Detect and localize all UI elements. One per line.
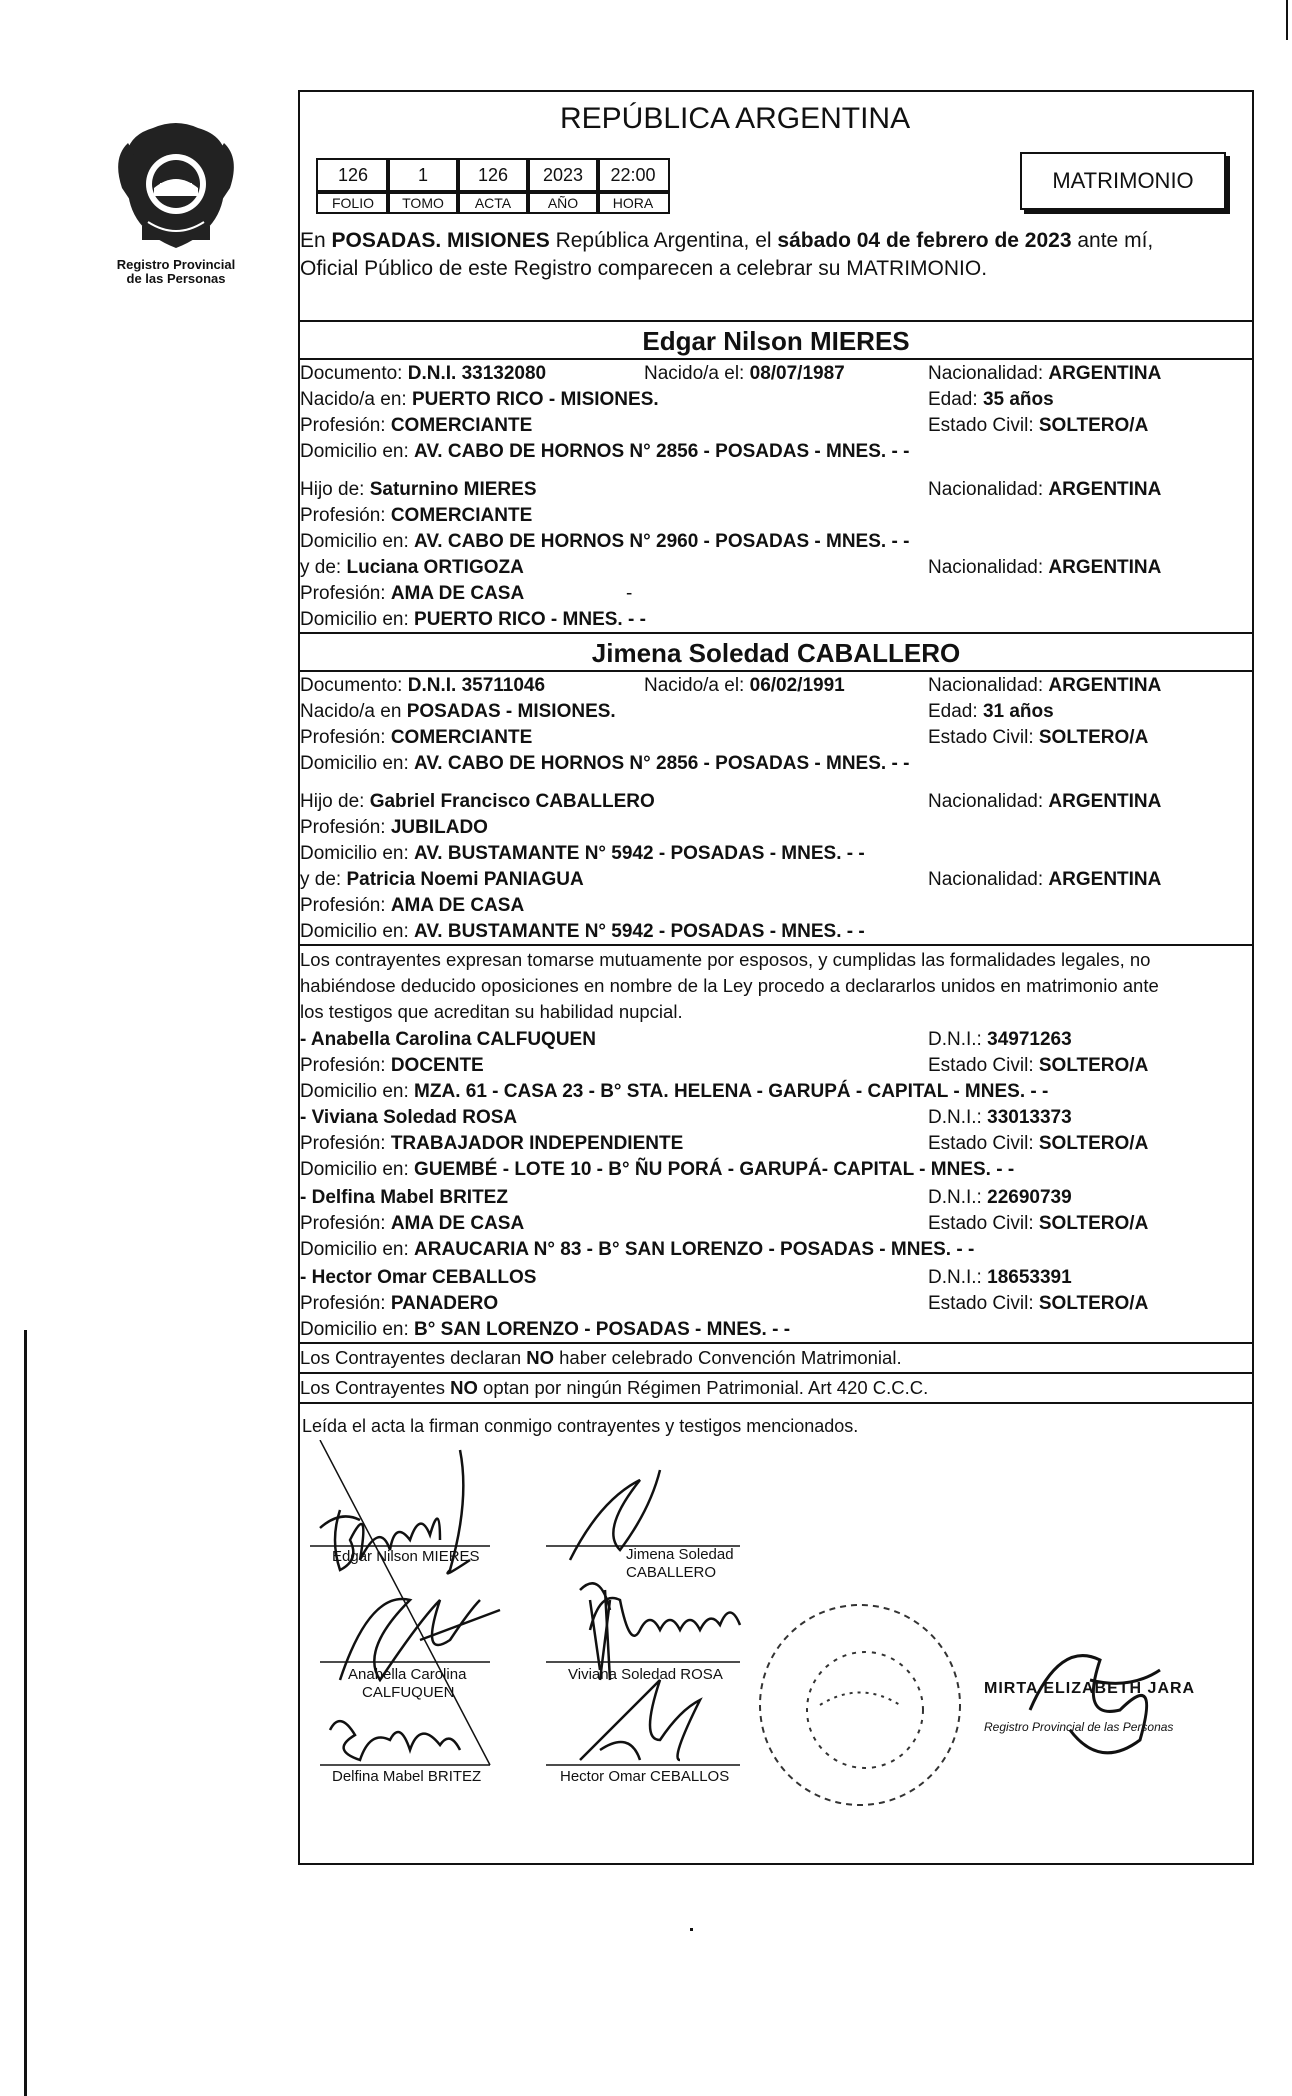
value: AV. BUSTAMANTE N° 5942 - POSADAS - MNES. - -	[414, 843, 865, 864]
section-divider	[298, 320, 1254, 322]
spouse1-nacido-en	[300, 388, 659, 412]
value: MZA. 61 - CASA 23 - B° STA. HELENA - GARUPÁ - CAPITAL - MNES. - -	[414, 1081, 1049, 1102]
declaration-line1: Los contrayentes expresan tomarse mutuamente por esposos, y cumplidas las formalidades legales, no	[300, 949, 1151, 970]
spouse2-name: Jimena Soledad CABALLERO	[591, 638, 961, 668]
value: PUERTO RICO - MISIONES.	[411, 389, 659, 410]
value: B° SAN LORENZO - POSADAS - MNES. - -	[414, 1319, 791, 1340]
label: Domicilio en:	[300, 1319, 415, 1340]
label: Domicilio en:	[300, 441, 415, 462]
declaration-line3: los testigos que acreditan su habilidad nupcial.	[300, 1001, 683, 1022]
value: DOCENTE	[390, 1055, 484, 1076]
value: ARGENTINA	[1048, 869, 1162, 890]
label: Estado Civil:	[928, 415, 1039, 436]
witness-name: - Delfina Mabel BRITEZ	[300, 1187, 508, 1208]
label: Nacido/a el:	[644, 363, 750, 384]
section-divider	[298, 670, 1254, 672]
label: D.N.I.:	[928, 1187, 988, 1208]
intro-date: sábado 04 de febrero de 2023	[777, 229, 1072, 252]
text: Los Contrayentes declaran	[300, 1347, 527, 1368]
section-divider	[298, 632, 1254, 634]
label: Hijo de:	[300, 791, 370, 812]
value: AMA DE CASA	[390, 1213, 525, 1234]
label: Nacionalidad:	[928, 479, 1049, 500]
value: AMA DE CASA	[390, 895, 525, 916]
spouse1-mother-domicilio	[300, 608, 646, 632]
label: Domicilio en:	[300, 531, 415, 552]
tomo-value: 1	[386, 158, 460, 192]
label: Nacionalidad:	[928, 869, 1049, 890]
signature-britez	[330, 1721, 460, 1760]
witness-estado-civil	[928, 1212, 1148, 1236]
witness-domicilio	[300, 1318, 790, 1342]
value: 34971263	[987, 1029, 1072, 1050]
spouse1-nacionalidad	[928, 362, 1161, 386]
witness-dni	[928, 1186, 1072, 1210]
label: Profesión:	[300, 1055, 391, 1076]
witness-profesion	[300, 1292, 498, 1316]
spouse1-name: Edgar Nilson MIERES	[642, 326, 910, 356]
signatures-drawing	[300, 1440, 1250, 1860]
folio-value: 126	[316, 158, 390, 192]
text: optan por ningún Régimen Patrimonial. Art 420 C.C.C.	[477, 1377, 929, 1398]
label: Hijo de:	[300, 479, 370, 500]
province-seal-logo	[108, 118, 244, 258]
witness-dni	[928, 1106, 1072, 1130]
spouse1-documento	[300, 362, 546, 386]
value: SOLTERO/A	[1038, 415, 1149, 436]
folio-label: FOLIO	[316, 192, 390, 214]
witness-profesion	[300, 1212, 524, 1236]
spouse2-father	[300, 790, 655, 814]
label: D.N.I.:	[928, 1267, 988, 1288]
label: Profesión:	[300, 817, 391, 838]
text: Los Contrayentes	[300, 1377, 451, 1398]
value: Gabriel Francisco CABALLERO	[369, 791, 655, 812]
spouse2-estado-civil	[928, 726, 1148, 750]
signature-label-caballero-1: Jimena Soledad	[626, 1546, 734, 1563]
spouse1-father-profesion	[300, 504, 532, 528]
value: JUBILADO	[390, 817, 488, 838]
intro-text: República Argentina, el	[549, 229, 778, 252]
label: Domicilio en:	[300, 1081, 415, 1102]
spouse2-mother-domicilio	[300, 920, 865, 944]
signature-label-caballero-2: CABALLERO	[626, 1564, 717, 1581]
section-divider	[298, 1372, 1254, 1374]
official-org: Registro Provincial de las Personas	[984, 1720, 1174, 1734]
label: Estado Civil:	[928, 1055, 1039, 1076]
witness-name: - Hector Omar CEBALLOS	[300, 1267, 537, 1288]
value: ARGENTINA	[1048, 791, 1162, 812]
frame-top	[298, 90, 1254, 92]
witness-estado-civil	[928, 1132, 1148, 1156]
acta-label: ACTA	[456, 192, 530, 214]
value: ARGENTINA	[1048, 675, 1162, 696]
spouse2-documento	[300, 674, 545, 698]
doc-type: MATRIMONIO	[1052, 168, 1194, 193]
value: Saturnino MIERES	[369, 479, 537, 500]
value: AMA DE CASA	[390, 583, 525, 604]
label: Documento:	[300, 363, 408, 384]
label: Profesión:	[300, 583, 391, 604]
label: Estado Civil:	[928, 727, 1039, 748]
value: ARGENTINA	[1048, 363, 1162, 384]
frame-bottom	[298, 1863, 1254, 1865]
page-edge-line-right	[1286, 0, 1288, 40]
spouse2-father-profesion	[300, 816, 488, 840]
label: Nacido/a el:	[644, 675, 750, 696]
value: SOLTERO/A	[1038, 1055, 1149, 1076]
witness-dni	[928, 1266, 1072, 1290]
label: Edad:	[928, 389, 983, 410]
label: Documento:	[300, 675, 408, 696]
value: D.N.I. 35711046	[407, 675, 546, 696]
value: AV. CABO DE HORNOS N° 2856 - POSADAS - MNES. - -	[414, 441, 910, 462]
value: SOLTERO/A	[1038, 1133, 1149, 1154]
spouse1-mother-dash: -	[626, 583, 633, 604]
spouse1-nacido-el	[644, 362, 845, 386]
label: Profesión:	[300, 415, 391, 436]
acta-value: 126	[456, 158, 530, 192]
label: Edad:	[928, 701, 983, 722]
country-title: REPÚBLICA ARGENTINA	[560, 102, 911, 135]
spouse1-mother-profesion	[300, 582, 524, 606]
value: GUEMBÉ - LOTE 10 - B° ÑU PORÁ - GARUPÁ- CAPITAL - MNES. - -	[414, 1159, 1015, 1180]
value: Patricia Noemi PANIAGUA	[346, 869, 584, 890]
intro-line2: Oficial Público de este Registro comparecen a celebrar su MATRIMONIO.	[300, 257, 988, 280]
spouse2-profesion	[300, 726, 532, 750]
signature-label-calfuquen-2: CALFUQUEN	[362, 1684, 455, 1701]
witness-domicilio	[300, 1158, 1014, 1182]
spouse1-mother-nacionalidad	[928, 556, 1161, 580]
value: PANADERO	[390, 1293, 499, 1314]
label: Estado Civil:	[928, 1293, 1039, 1314]
spouse2-mother	[300, 868, 584, 892]
witness-profesion	[300, 1054, 484, 1078]
value: 18653391	[987, 1267, 1072, 1288]
signature-label-ceballos: Hector Omar CEBALLOS	[560, 1768, 730, 1785]
value: 35 años	[982, 389, 1054, 410]
label: Nacido/a en	[300, 701, 407, 722]
witness-profesion	[300, 1132, 683, 1156]
signature-label-mieres: Edgar Nilson MIERES	[332, 1548, 480, 1565]
spouse1-domicilio	[300, 440, 909, 464]
spouse2-mother-nacionalidad	[928, 868, 1161, 892]
spouse1-father-nacionalidad	[928, 478, 1161, 502]
label: Profesión:	[300, 1293, 391, 1314]
label: Estado Civil:	[928, 1133, 1039, 1154]
convention-line2	[300, 1376, 928, 1400]
text: haber celebrado Convención Matrimonial.	[554, 1347, 902, 1368]
value: SOLTERO/A	[1038, 727, 1149, 748]
section-divider	[298, 944, 1254, 946]
label: D.N.I.:	[928, 1029, 988, 1050]
label: Nacionalidad:	[928, 675, 1049, 696]
value: ARAUCARIA N° 83 - B° SAN LORENZO - POSADAS - MNES. - -	[414, 1239, 975, 1260]
label: Nacido/a en:	[300, 389, 412, 410]
convention-line1	[300, 1346, 902, 1370]
witness-estado-civil	[928, 1054, 1148, 1078]
witness-estado-civil	[928, 1292, 1148, 1316]
frame-right	[1252, 90, 1254, 1865]
label: Domicilio en:	[300, 1239, 415, 1260]
registry-line2: de las Personas	[126, 271, 226, 286]
value: AV. BUSTAMANTE N° 5942 - POSADAS - MNES. - -	[414, 921, 865, 942]
page-edge-line	[24, 1330, 27, 2096]
spouse1-profesion	[300, 414, 532, 438]
spouse2-nacido-en	[300, 700, 616, 724]
registry-line1: Registro Provincial	[116, 257, 236, 272]
label: y de:	[300, 557, 347, 578]
witness-domicilio	[300, 1238, 974, 1262]
witness-domicilio	[300, 1080, 1048, 1104]
witness-name: - Viviana Soledad ROSA	[300, 1107, 518, 1128]
text-bold: NO	[526, 1347, 554, 1368]
doc-type-box	[1020, 152, 1226, 210]
label: Profesión:	[300, 1133, 391, 1154]
value: 31 años	[982, 701, 1054, 722]
value: ARGENTINA	[1048, 479, 1162, 500]
label: Profesión:	[300, 727, 391, 748]
text-bold: NO	[450, 1377, 478, 1398]
label: Nacionalidad:	[928, 363, 1049, 384]
label: Domicilio en:	[300, 609, 415, 630]
label: Profesión:	[300, 505, 391, 526]
spouse2-nacionalidad	[928, 674, 1161, 698]
label: Nacionalidad:	[928, 557, 1049, 578]
label: Domicilio en:	[300, 843, 415, 864]
label: Domicilio en:	[300, 1159, 415, 1180]
value: COMERCIANTE	[390, 415, 533, 436]
value: D.N.I. 33132080	[407, 363, 547, 384]
spouse1-father-domicilio	[300, 530, 909, 554]
value: Luciana ORTIGOZA	[346, 557, 524, 578]
signature-label-britez: Delfina Mabel BRITEZ	[332, 1768, 482, 1785]
label: Domicilio en:	[300, 921, 415, 942]
value: AV. CABO DE HORNOS N° 2856 - POSADAS - MNES. - -	[414, 753, 910, 774]
spouse2-edad	[928, 700, 1054, 724]
label: y de:	[300, 869, 347, 890]
tomo-label: TOMO	[386, 192, 460, 214]
anio-label: AÑO	[526, 192, 600, 214]
signature-label-rosa: Viviana Soledad ROSA	[568, 1666, 723, 1683]
intro-line1	[300, 228, 1153, 254]
signature-label-calfuquen-1: Anabella Carolina	[348, 1666, 467, 1683]
page-dot	[690, 1928, 693, 1931]
label: Estado Civil:	[928, 1213, 1039, 1234]
spouse2-father-domicilio	[300, 842, 865, 866]
value: 22690739	[987, 1187, 1072, 1208]
value: 08/07/1987	[749, 363, 845, 384]
value: 33013373	[987, 1107, 1072, 1128]
label: Profesión:	[300, 1213, 391, 1234]
hora-value: 22:00	[596, 158, 670, 192]
value: TRABAJADOR INDEPENDIENTE	[390, 1133, 684, 1154]
value: COMERCIANTE	[390, 727, 533, 748]
hora-label: HORA	[596, 192, 670, 214]
official-name: MIRTA ELIZABETH JARA	[984, 1680, 1196, 1697]
label: Domicilio en:	[300, 753, 415, 774]
label: D.N.I.:	[928, 1107, 988, 1128]
signature-ceballos	[580, 1680, 700, 1760]
section-divider	[298, 1342, 1254, 1344]
value: SOLTERO/A	[1038, 1213, 1149, 1234]
value: COMERCIANTE	[390, 505, 533, 526]
intro-text: En	[300, 229, 332, 252]
registry-stamp	[760, 1605, 960, 1805]
section-divider	[298, 358, 1254, 360]
label: Profesión:	[300, 895, 391, 916]
signature-official	[1030, 1656, 1160, 1753]
spouse1-father	[300, 478, 537, 502]
spouse2-nacido-el	[644, 674, 845, 698]
value: 06/02/1991	[749, 675, 845, 696]
spouse2-mother-profesion	[300, 894, 524, 918]
value: POSADAS - MISIONES.	[406, 701, 616, 722]
witness-dni	[928, 1028, 1072, 1052]
value: SOLTERO/A	[1038, 1293, 1149, 1314]
declaration-line2: habiéndose deducido oposiciones en nombre de la Ley procedo a declararlos unidos en matrimonio ante	[300, 975, 1159, 996]
closing-text: Leída el acta la firman conmigo contrayentes y testigos mencionados.	[302, 1416, 859, 1436]
value: PUERTO RICO - MNES. - -	[414, 609, 646, 630]
witness-name: - Anabella Carolina CALFUQUEN	[300, 1029, 596, 1050]
section-divider	[298, 1402, 1254, 1404]
label: Nacionalidad:	[928, 791, 1049, 812]
value: ARGENTINA	[1048, 557, 1162, 578]
registry-name	[88, 258, 264, 286]
spouse1-edad	[928, 388, 1054, 412]
spouse2-domicilio	[300, 752, 909, 776]
spouse1-estado-civil	[928, 414, 1148, 438]
value: AV. CABO DE HORNOS N° 2960 - POSADAS - MNES. - -	[414, 531, 910, 552]
spouse2-father-nacionalidad	[928, 790, 1161, 814]
spouse1-mother	[300, 556, 524, 580]
anio-value: 2023	[526, 158, 600, 192]
intro-text: ante mí,	[1071, 229, 1154, 252]
intro-city: POSADAS. MISIONES	[331, 229, 550, 252]
